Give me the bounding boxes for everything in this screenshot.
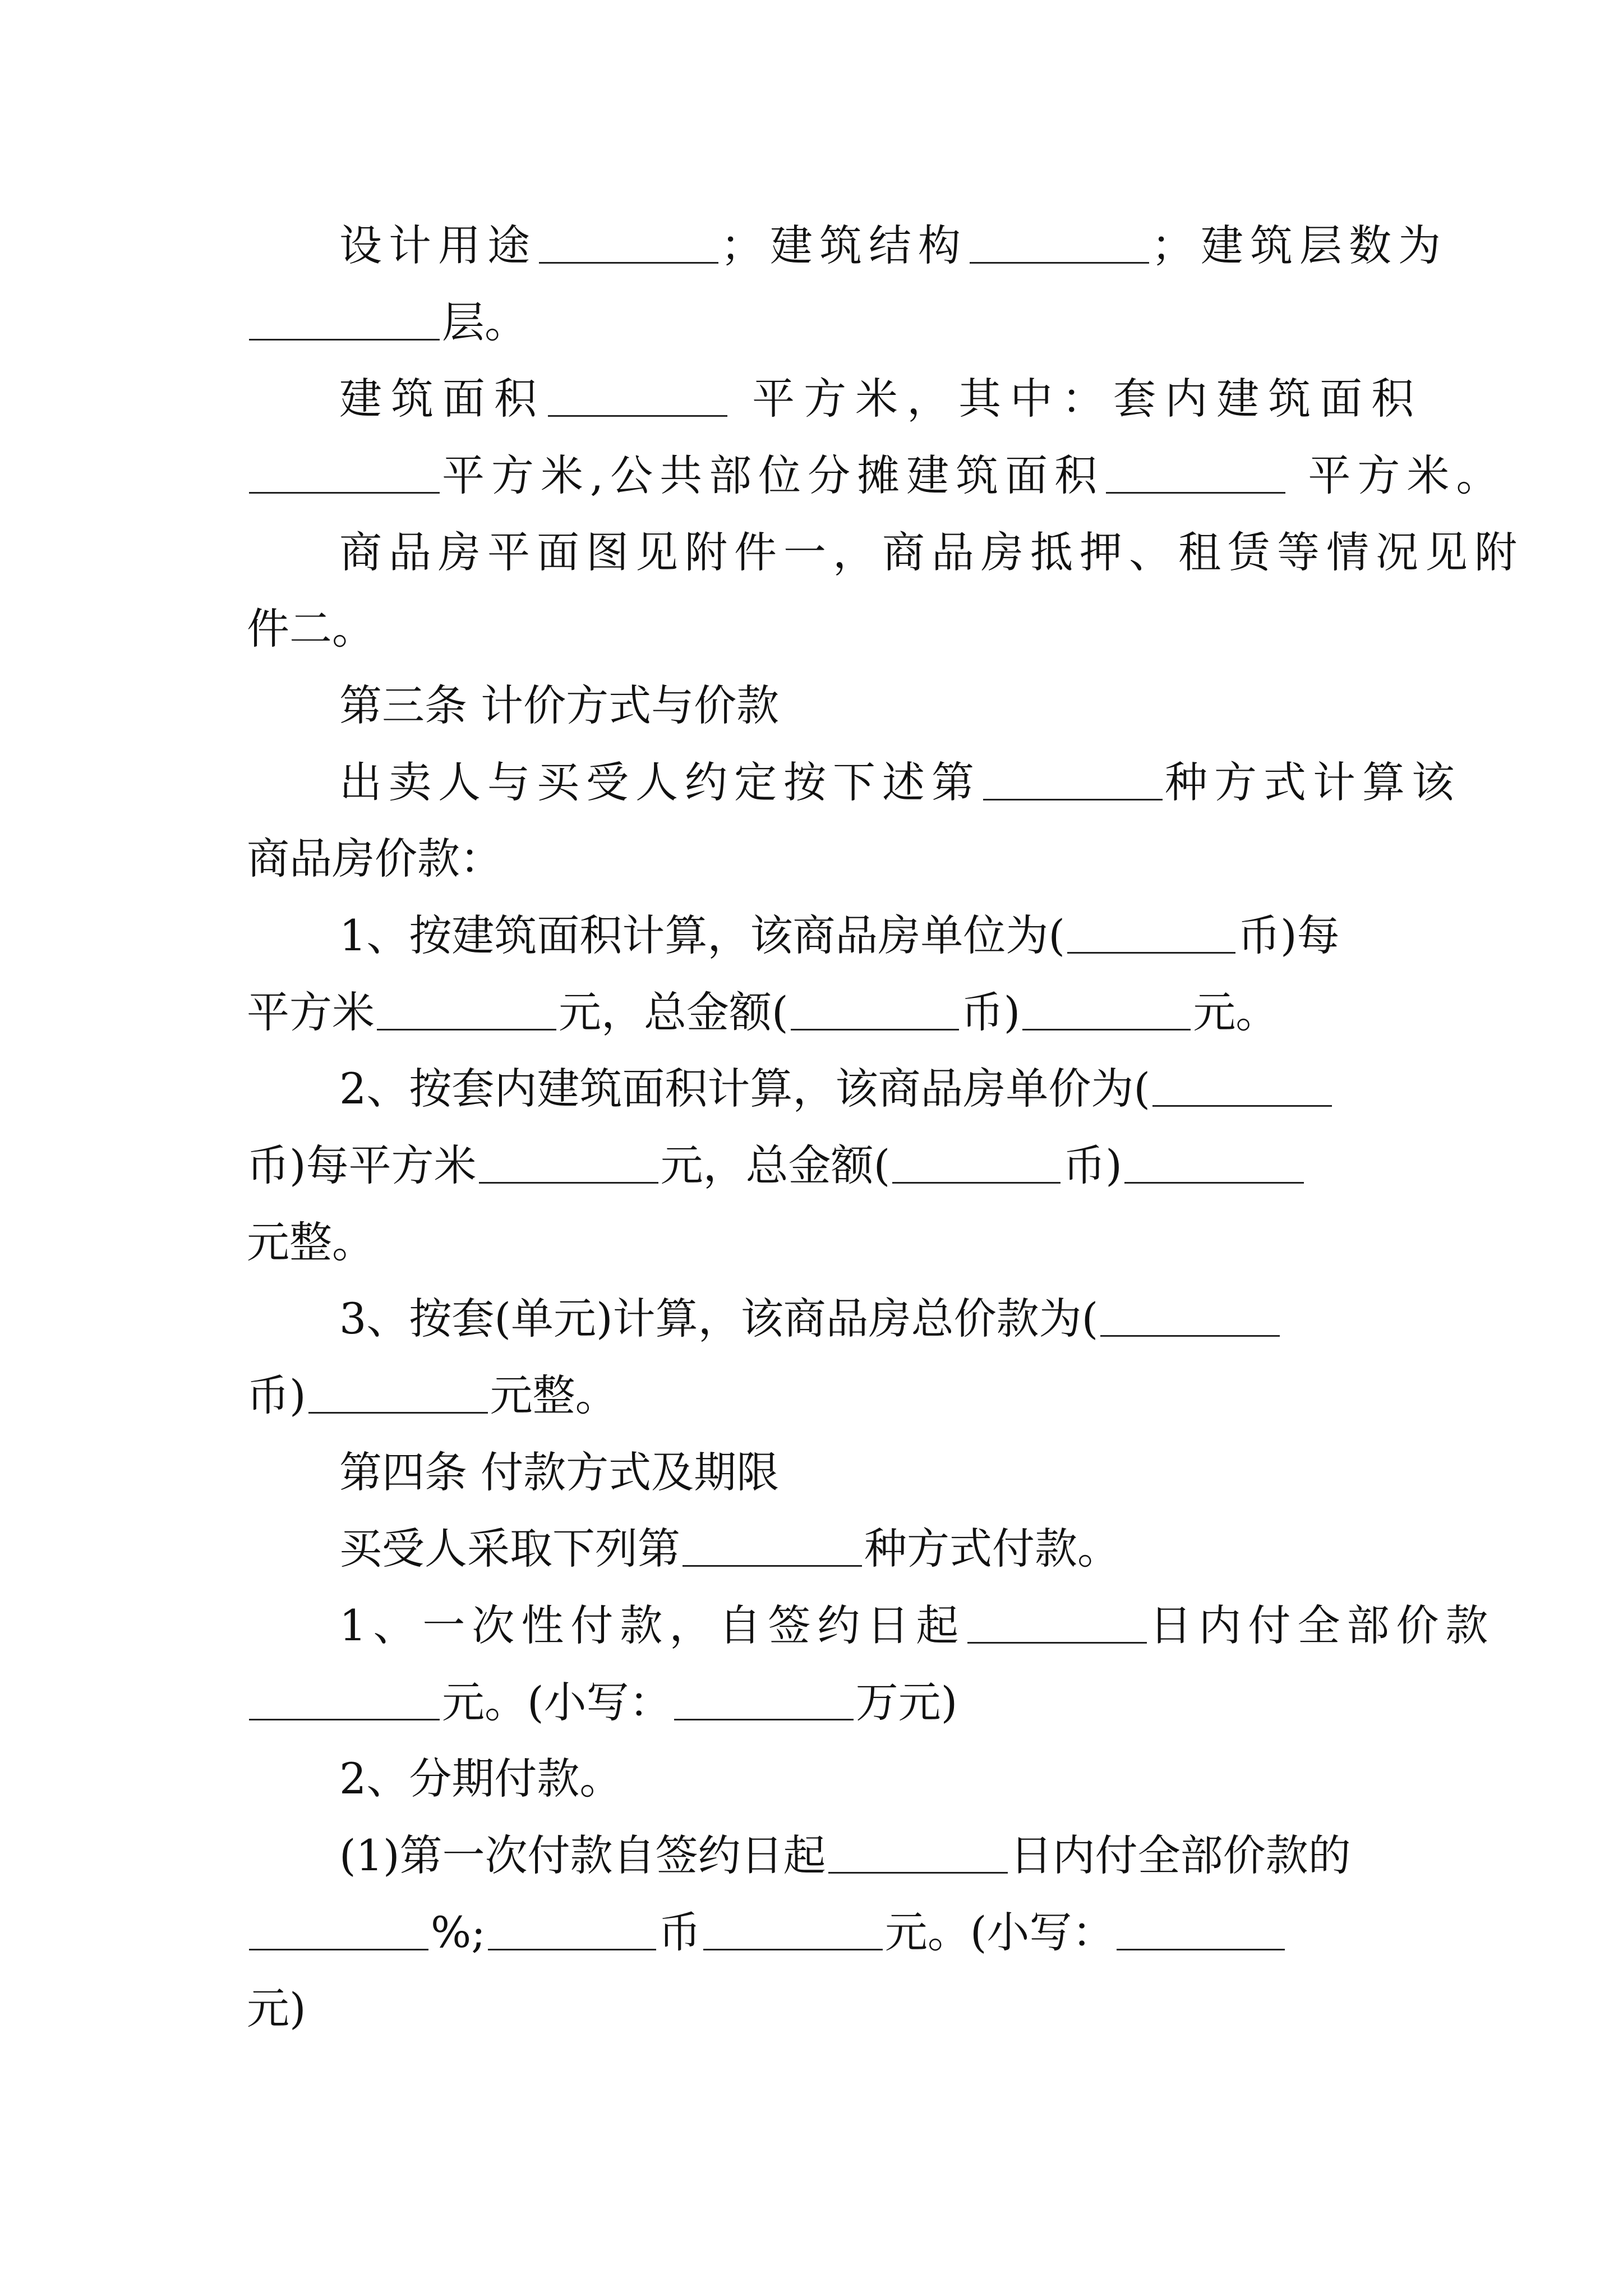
first-payment-end: 元) (247, 1984, 306, 2033)
inner-area-blank[interactable] (249, 453, 440, 494)
inner-area-label: 平方米，其中：套内建筑面积 (730, 374, 1423, 424)
installment-heading (339, 1748, 1394, 1810)
option-three-text: 3、按套(单元)计算，该商品房总价款为( (339, 1294, 1099, 1343)
percent-sign: %; (431, 1907, 486, 1957)
option-one-amount-line (247, 982, 1391, 1043)
lump-sum-text: 1、一次性付款，自签约日起 (339, 1600, 966, 1650)
yuan-end: 元。 (1193, 987, 1279, 1037)
option-two-currency-blank[interactable] (1152, 1066, 1332, 1107)
building-structure-label: ；建筑结构 (721, 220, 967, 270)
option-one-total-currency-blank[interactable] (791, 990, 959, 1030)
pricing-method-line (339, 752, 1461, 813)
annex-text: 商品房平面图见附件一，商品房抵押、租赁等情况见附 (339, 527, 1524, 577)
first-payment-days-blank[interactable] (828, 1833, 1008, 1874)
floor-count-label: ；建筑层数为 (1151, 220, 1447, 270)
payment-method-label: 买受人采取下列第 (339, 1524, 680, 1573)
floor-unit: 层。 (442, 297, 527, 347)
annex-line-cont (247, 598, 1391, 660)
first-payment-end-line (247, 1978, 1391, 2040)
payment-method-blank[interactable] (683, 1526, 862, 1567)
first-payment-currency-blank[interactable] (488, 1910, 656, 1950)
option-two-amount-line (247, 1135, 1391, 1197)
shared-area-label: 平方米,公共部位分摊建筑面积 (442, 450, 1104, 500)
option-one-suffix: 币)每 (1238, 910, 1340, 960)
option-two-currency-close: 币) (1063, 1140, 1122, 1190)
option-one-total-blank[interactable] (1022, 990, 1191, 1030)
option-three-currency-blank[interactable] (1100, 1296, 1280, 1337)
option-three-total-blank[interactable] (308, 1373, 488, 1414)
first-payment-amount-line (247, 1902, 1391, 1963)
first-payment-percent-blank[interactable] (249, 1910, 428, 1950)
lump-sum-days-blank[interactable] (967, 1603, 1147, 1644)
lump-sum-amount-blank[interactable] (249, 1680, 440, 1720)
article-four-heading (339, 1442, 1394, 1503)
design-use-blank[interactable] (539, 223, 718, 264)
lump-sum-line (339, 1595, 1495, 1657)
first-payment-suffix: 日内付全部价款的 (1009, 1830, 1351, 1880)
pricing-method-blank[interactable] (983, 760, 1163, 800)
lump-sum-wan: 万元) (855, 1677, 958, 1727)
option-one-text: 1、按建筑面积计算，该商品房单位为( (339, 910, 1066, 960)
installment-title: 2、分期付款。 (339, 1754, 623, 1803)
option-two-unit-price-blank[interactable] (479, 1143, 658, 1184)
lump-sum-small-blank[interactable] (674, 1680, 854, 1720)
payment-method-line (339, 1518, 1394, 1580)
annex-text-cont: 件二。 (247, 604, 375, 654)
option-two-line (339, 1058, 1394, 1120)
payment-method-suffix: 种方式付款。 (864, 1524, 1120, 1573)
option-two-total-blank[interactable] (1124, 1143, 1304, 1184)
first-payment-small-label: 元。(小写： (884, 1907, 1115, 1957)
article-three-title: 第三条 计价方式与价款 (339, 680, 780, 730)
pricing-method-label: 出卖人与买受人约定按下述第 (339, 757, 981, 807)
pricing-method-suffix: 种方式计算该 (1165, 757, 1461, 807)
article-three-heading (339, 675, 1394, 737)
annex-line (339, 522, 1524, 583)
sqm-label: 平方米 (247, 987, 375, 1037)
first-payment-text: (1)第一次付款自签约日起 (339, 1830, 826, 1880)
lump-sum-suffix: 日内付全部价款 (1149, 1600, 1495, 1650)
price-label-line (247, 828, 1391, 890)
option-two-end: 元整。 (247, 1217, 375, 1267)
floor-count-line (247, 292, 1391, 353)
currency-label: 币 (658, 1907, 701, 1957)
first-payment-small-blank[interactable] (1117, 1910, 1285, 1950)
option-one-unit-price-blank[interactable] (377, 990, 556, 1030)
option-one-currency-blank[interactable] (1067, 913, 1235, 954)
first-payment-amount-blank[interactable] (703, 1910, 883, 1950)
option-one-line (339, 905, 1394, 967)
building-area-blank[interactable] (548, 376, 727, 417)
design-use-line (339, 215, 1447, 277)
option-three-amount-line (247, 1365, 1391, 1427)
option-two-text: 2、按套内建筑面积计算，该商品房单价为( (339, 1064, 1151, 1114)
lump-sum-amount-line (247, 1672, 1391, 1733)
option-two-total-label: 元，总金额( (660, 1140, 891, 1190)
option-three-line (339, 1288, 1394, 1350)
building-area-label: 建筑面积 (339, 374, 546, 424)
building-structure-blank[interactable] (970, 223, 1149, 264)
design-use-label: 设计用途 (339, 220, 537, 270)
option-two-sqm-label: 币)每平方米 (247, 1140, 477, 1190)
currency-close: 币) (961, 987, 1021, 1037)
option-three-currency-close: 币) (247, 1370, 306, 1420)
first-payment-line (339, 1825, 1394, 1887)
option-two-end-line (247, 1212, 1391, 1273)
total-amount-label: 元，总金额( (559, 987, 789, 1037)
option-two-total-currency-blank[interactable] (892, 1143, 1061, 1184)
shared-area-blank[interactable] (1106, 453, 1285, 494)
price-label: 商品房价款： (247, 834, 502, 884)
shared-area-line (247, 445, 1506, 507)
shared-area-unit: 平方米。 (1288, 450, 1506, 500)
lump-sum-small-label: 元。(小写： (442, 1677, 672, 1727)
article-four-title: 第四条 付款方式及期限 (339, 1447, 780, 1497)
floor-count-blank[interactable] (249, 300, 440, 341)
building-area-line (339, 368, 1423, 430)
option-three-end: 元整。 (490, 1370, 618, 1420)
